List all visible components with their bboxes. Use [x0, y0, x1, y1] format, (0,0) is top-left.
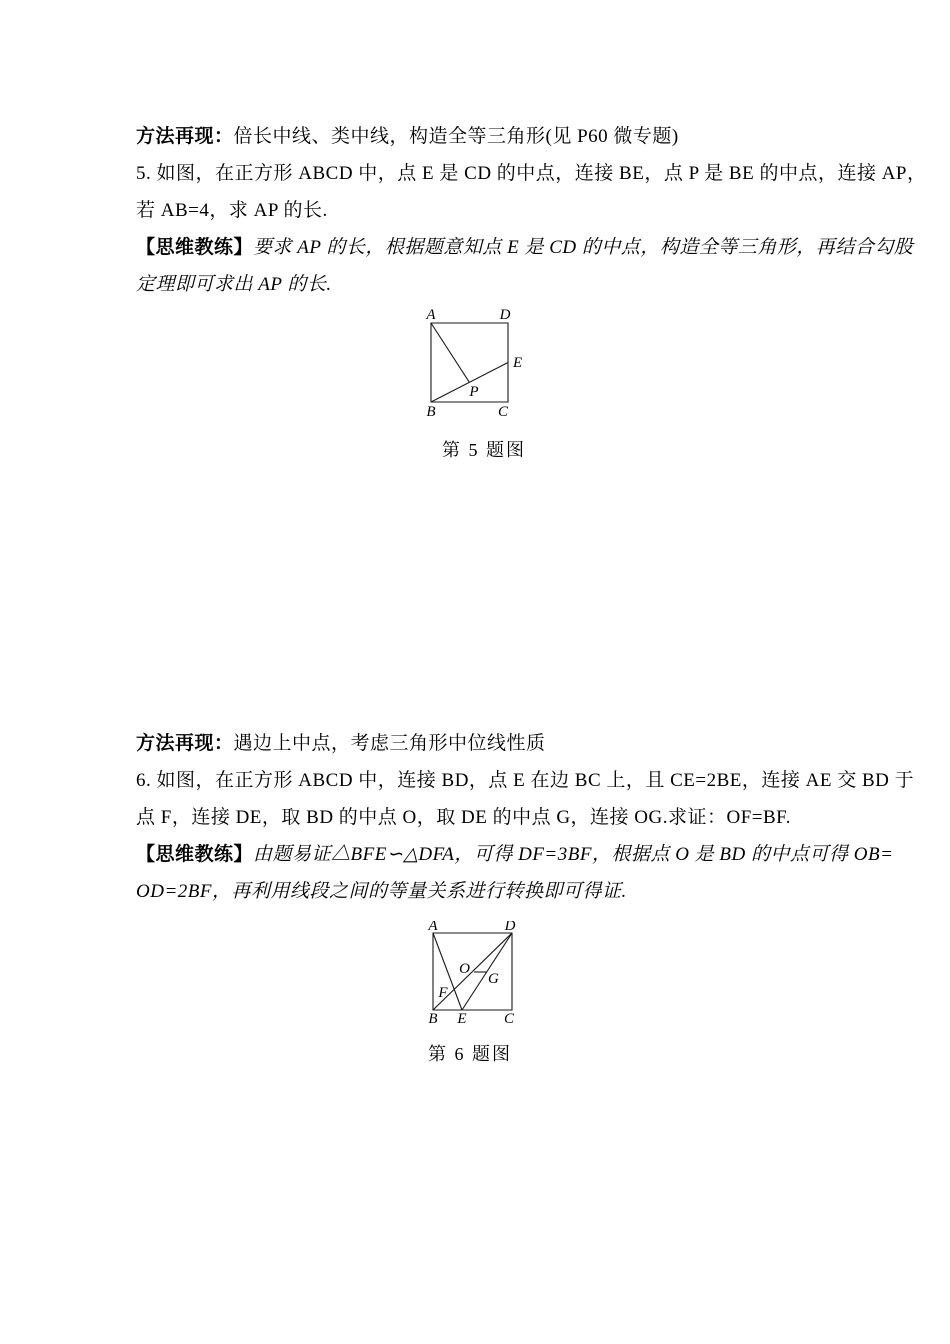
- problem-6-line-2: 点 F，连接 DE，取 BD 的中点 O，取 DE 的中点 G，连接 OG.求证：OF=BF.: [136, 807, 791, 828]
- method-header-text: 倍长中线、类中线，构造全等三角形(见 P60 微专题): [233, 126, 679, 147]
- segment-AP: [431, 323, 470, 383]
- coach-5-line-2: 定理即可求出 AP 的长.: [136, 274, 332, 295]
- coach-6-line-2: OD=2BF，再利用线段之间的等量关系进行转换即可得证.: [136, 881, 627, 902]
- problem-6-line-1: 6. 如图，在正方形 ABCD 中，连接 BD，点 E 在边 BC 上，且 CE=2BE，连接 AE 交 BD 于: [136, 770, 915, 791]
- geometry-figure-5: [424, 306, 544, 422]
- vertex-label-A: A: [426, 307, 436, 323]
- method-header-6: [136, 725, 826, 762]
- problem-5-line-1: 5. 如图，在正方形 ABCD 中，点 E 是 CD 的中点，连接 BE，点 P 是 BE 的中点，连接 AP，: [136, 163, 927, 184]
- section-problem-6: [136, 725, 915, 910]
- point-label-E: E: [457, 1011, 467, 1027]
- coach-label: 【思维教练】: [136, 237, 254, 258]
- figure-6-caption: 第 6 题图: [428, 1044, 512, 1064]
- geometry-figure-6: [426, 921, 546, 1029]
- point-label-E: E: [513, 355, 523, 371]
- coach-label: 【思维教练】: [136, 844, 254, 865]
- vertex-label-D: D: [504, 921, 516, 934]
- coach-5-line-1: [136, 229, 914, 266]
- method-header-label: 方法再现：: [136, 126, 234, 147]
- point-label-P: P: [469, 384, 479, 400]
- coach-6-text-1: 由题易证△BFE∽△DFA，可得 DF=3BF，根据点 O 是 BD 的中点可得 OB=: [253, 844, 894, 865]
- point-label-F: F: [438, 985, 448, 1001]
- section-problem-5: [136, 118, 927, 303]
- vertex-label-B: B: [426, 404, 436, 420]
- method-header-text: 遇边上中点，考虑三角形中位线性质: [233, 733, 546, 754]
- figure-problem-6: [426, 921, 546, 1029]
- vertex-label-C: C: [503, 1011, 515, 1027]
- vertex-label-A: A: [428, 921, 438, 934]
- method-header-5: [136, 118, 826, 155]
- coach-6-line-1: [136, 836, 894, 873]
- problem-5-line-2: 若 AB=4，求 AP 的长.: [136, 200, 328, 221]
- vertex-label-D: D: [499, 307, 511, 323]
- vertex-label-B: B: [428, 1011, 438, 1027]
- figure-problem-5: [424, 306, 544, 422]
- point-label-G: G: [488, 971, 499, 987]
- vertex-label-C: C: [497, 404, 509, 420]
- point-label-O: O: [459, 961, 470, 977]
- coach-5-text-1: 要求 AP 的长，根据题意知点 E 是 CD 的中点，构造全等三角形，再结合勾股: [253, 237, 914, 258]
- method-header-label: 方法再现：: [136, 733, 234, 754]
- figure-5-caption: 第 5 题图: [442, 440, 526, 460]
